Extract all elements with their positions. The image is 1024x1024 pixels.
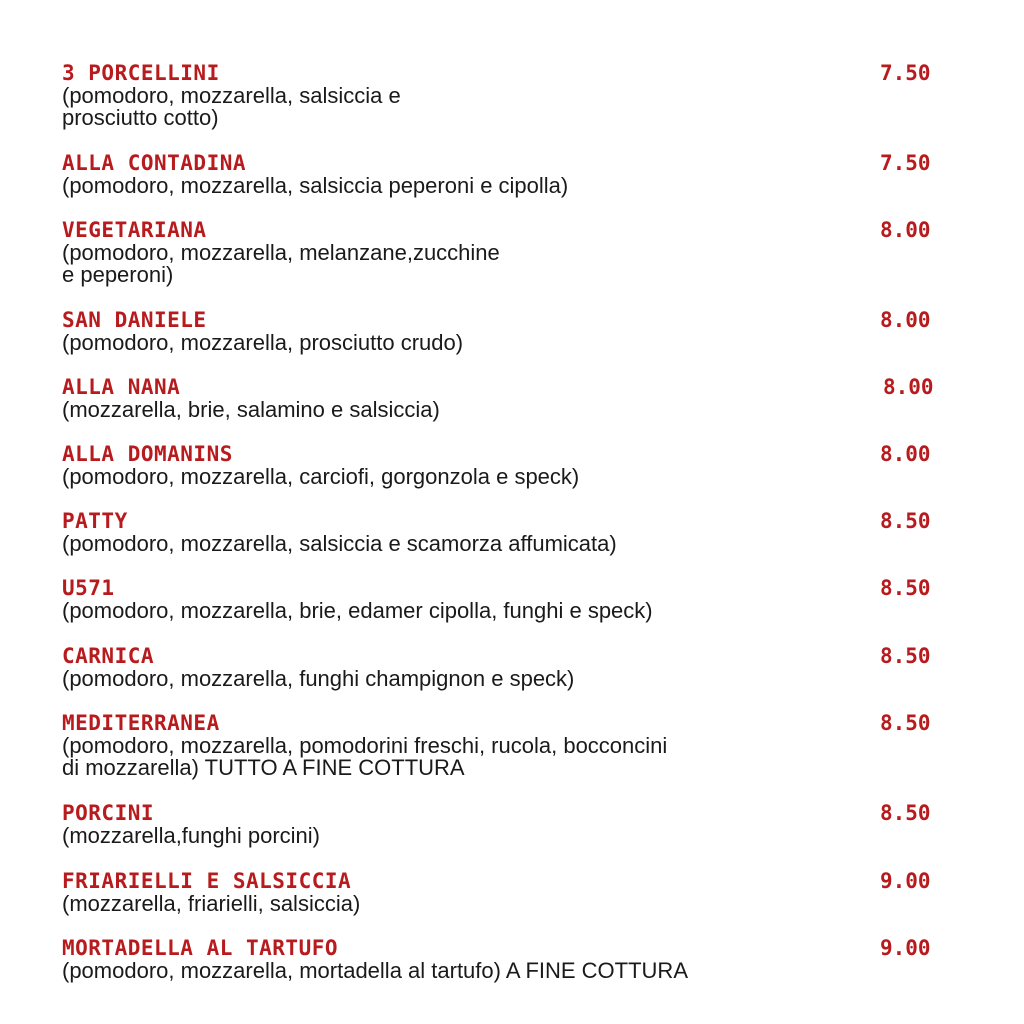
item-name: ALLA DOMANINS: [62, 442, 233, 466]
item-description: (pomodoro, mozzarella, mortadella al tartufo) A FINE COTTURA: [62, 958, 688, 983]
item-price: 8.00: [883, 375, 934, 399]
item-description: (pomodoro, mozzarella, funghi champignon e speck): [62, 666, 575, 691]
item-price: 8.00: [880, 308, 931, 332]
item-name: SAN DANIELE: [62, 308, 207, 332]
item-name: FRIARIELLI E SALSICCIA: [62, 869, 352, 893]
item-name: CARNICA: [62, 644, 155, 668]
item-description: (pomodoro, mozzarella, brie, edamer cipolla, funghi e speck): [62, 598, 653, 623]
item-description: (pomodoro, mozzarella, salsiccia e prosciutto cotto): [62, 83, 401, 130]
item-price: 8.00: [880, 442, 931, 466]
item-name: ALLA CONTADINA: [62, 151, 247, 175]
item-price: 8.50: [880, 801, 931, 825]
item-name: U571: [62, 576, 115, 600]
item-price: 9.00: [880, 869, 931, 893]
item-name: VEGETARIANA: [62, 218, 207, 242]
item-description: (mozzarella, friarielli, salsiccia): [62, 891, 361, 916]
item-name: MEDITERRANEA: [62, 711, 220, 735]
item-description: (mozzarella, brie, salamino e salsiccia): [62, 397, 440, 422]
item-description: (pomodoro, mozzarella, carciofi, gorgonzola e speck): [62, 464, 580, 489]
item-name: MORTADELLA AL TARTUFO: [62, 936, 339, 960]
item-description: (pomodoro, mozzarella, prosciutto crudo): [62, 330, 464, 355]
item-name: PATTY: [62, 509, 128, 533]
item-description: (pomodoro, mozzarella, pomodorini freschi, rucola, bocconcini di mozzarella) TUTTO A FINE COTTURA: [62, 733, 668, 780]
item-description: (pomodoro, mozzarella, melanzane,zucchine e peperoni): [62, 240, 500, 287]
item-price: 7.50: [880, 61, 931, 85]
item-price: 8.50: [880, 576, 931, 600]
item-description: (pomodoro, mozzarella, salsiccia e scamorza affumicata): [62, 531, 617, 556]
item-name: PORCINI: [62, 801, 155, 825]
item-description: (pomodoro, mozzarella, salsiccia peperoni e cipolla): [62, 173, 569, 198]
item-price: 8.00: [880, 218, 931, 242]
item-price: 7.50: [880, 151, 931, 175]
item-name: ALLA NANA: [62, 375, 181, 399]
item-price: 9.00: [880, 936, 931, 960]
item-name: 3 PORCELLINI: [62, 61, 220, 85]
item-description: (mozzarella,funghi porcini): [62, 823, 320, 848]
item-price: 8.50: [880, 711, 931, 735]
item-price: 8.50: [880, 509, 931, 533]
item-price: 8.50: [880, 644, 931, 668]
